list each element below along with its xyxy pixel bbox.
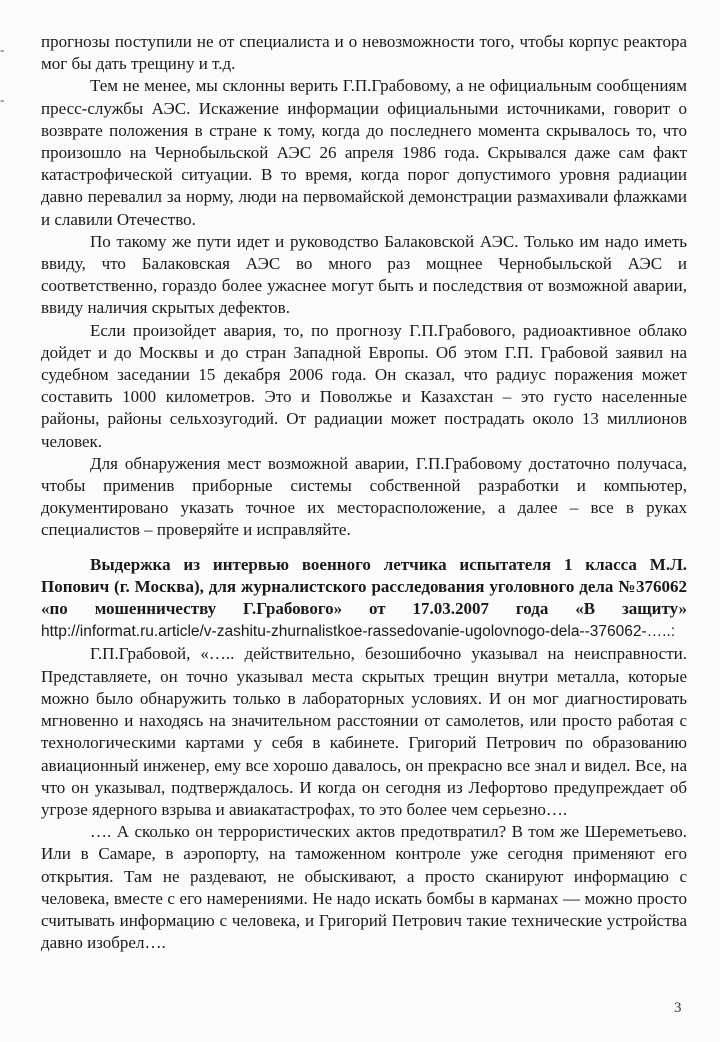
paragraph-continuation: прогнозы поступили не от специалиста и о невозможности того, чтобы корпус реактора мог бы дать трещину и т.д. <box>41 32 687 74</box>
paragraph: Тем не менее, мы склонны верить Г.П.Грабовому, а не официальным сообщениям пресс-службы АЭС. Искажение информации официальными источниками, говорит о возврате положения в стране к тому, когда до последнего момента скрывалось то, что произошло на Чернобыльской АЭС 26 апреля 1986 года. Скрывался даже сам факт катастрофической ситуации. В то время, когда порог допустимого уровня радиации давно перевалил за норму, люди на первомайской демонстрации размахивали флажками и славили Отечество. <box>41 76 687 229</box>
interview-heading-title: Выдержка из интервью военного летчика испытателя 1 класса М.Л. Попович (г. Москва), для журналистского расследования уголовного дела №376062 «по мошенничеству Г.Грабового» от 17.03.2007 года «В защиту» <box>41 554 687 619</box>
margin-mark: - <box>0 92 5 107</box>
interview-heading <box>41 554 687 644</box>
quote-paragraph: …. А сколько он террористических актов предотвратил? В том же Шереметьево. Или в Самаре, в аэропорту, на таможенном контроле уже сегодня применяют его открытия. Там не раздевают, не обыскивают, а просто сканируют информацию с человека, вместе с его намерениями. Не надо искать бомбы в карманах — можно просто считывать информацию с человека, и Григорий Петрович такие технические устройства давно изобрел…. <box>41 822 687 953</box>
interview-source-url: http://informat.ru.article/v-zashitu-zhurnalistkoe-rassedovanie-ugolovnogo-dela--376062-…..: <box>41 623 676 641</box>
paragraph: Для обнаружения мест возможной аварии, Г.П.Грабовому достаточно получаса, чтобы применив приборные системы собственной разработки и компьютер, документировано указать точное их месторасположение, а далее – все в руках специалистов – проверяйте и исправляйте. <box>41 453 687 540</box>
document-body <box>41 31 687 954</box>
quote-paragraph: Г.П.Грабовой, «….. действительно, безошибочно указывал на неисправности. Представляете, он точно указывал места скрытых трещин внутри металла, которые можно было обнаружить только в лабораторных условиях. И он мог диагностировать мгновенно и находясь на значительном расстоянии от самолетов, или просто работая с технологическими картами у себя в кабинете. Григорий Петрович по образованию авиационный инженер, ему все хорошо давалось, он прекрасно все знал и видел. Все, на что он указывал, подтверждалось. И когда он сегодня из Лефортово предупреждает об угрозе ядерного взрыва и авиакатастрофах, то это более чем серьезно…. <box>41 644 687 819</box>
margin-mark: - <box>0 42 5 57</box>
paragraph: Если произойдет авария, то, по прогнозу Г.П.Грабового, радиоактивное облако дойдет и до Москвы и до стран Западной Европы. Об этом Г.П. Грабовой заявил на судебном заседании 15 декабря 2006 года. Он сказал, что радиус поражения может составить 1000 километров. Это и Поволжье и Казахстан – это густо населенные районы, районы сельхозугодий. От радиации может пострадать около 13 миллионов человек. <box>41 320 687 451</box>
page-number: 3 <box>674 1000 682 1016</box>
paragraph: По такому же пути идет и руководство Балаковской АЭС. Только им надо иметь ввиду, что Балаковская АЭС во много раз мощнее Чернобыльской АЭС и соответственно, гораздо более ужаснее могут быть и последствия от возможной аварии, ввиду наличия скрытых дефектов. <box>41 231 687 318</box>
